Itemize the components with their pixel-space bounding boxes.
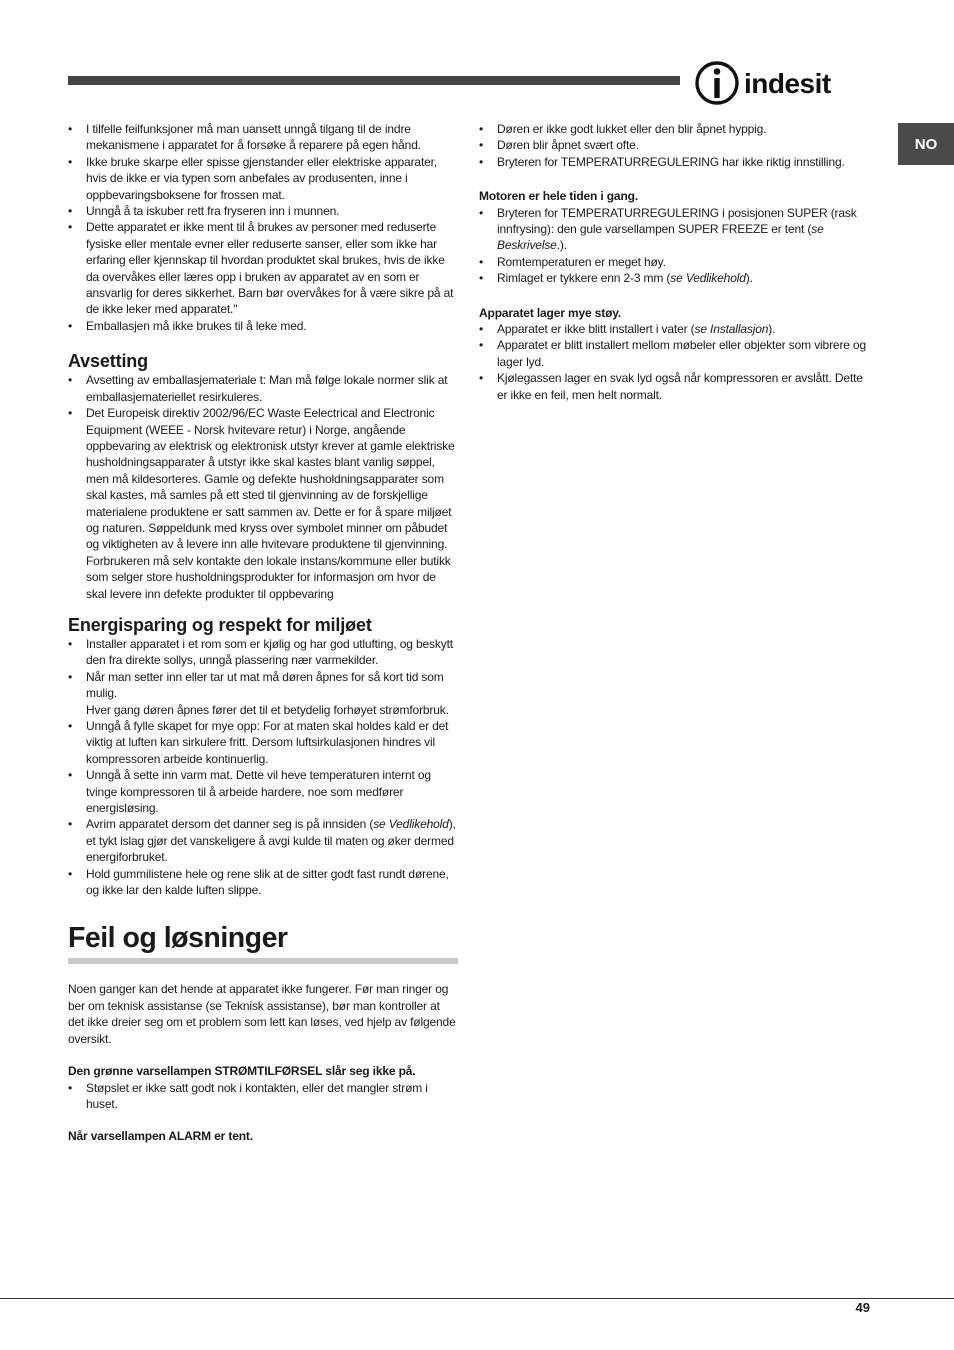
alarm-list: [479, 121, 869, 170]
problem-heading: Apparatet lager mye støy.: [479, 305, 622, 320]
list-item: • Unngå å fylle skapet for mye opp: For at maten skal holdes kald er det viktig at luften kan sirkulere fritt. Dersom luftsirkulasjonen hindres vil kompressoren arbeide kontinuerlig.: [68, 718, 458, 767]
list-item: • Døren blir åpnet svært ofte.: [479, 137, 869, 153]
list-item: [479, 270, 869, 286]
left-column: [68, 121, 458, 1145]
problem-heading: Motoren er hele tiden i gang.: [479, 189, 638, 204]
problem-heading: Når varsellampen ALARM er tent.: [68, 1129, 253, 1144]
list-item: [68, 816, 458, 865]
safety-list: [68, 121, 458, 334]
list-item: • Romtemperaturen er meget høy.: [479, 254, 869, 270]
link-ref: se Beskrivelse: [497, 222, 824, 253]
avsetting-list: [68, 372, 458, 602]
list-item-text: Det Europeisk direktiv 2002/96/EC Waste Eelectrical and Electronic Equipment (WEEE - Norsk hvitevare retur) i Norge, angående oppbevaring av elektrisk og elektronisk utstyr krever at gamle elektriske husholdningsapparater å utstyr ikke skal kastes blant vanlig søppel, men må kildesorteres. Gamle og defekte husholdningsapparater som skal kastes, må samles på ett sted til gjenvinning av de forskjellige materialene produktene er satt sammen av. Dette er for å spare miljøet og naturen. Søppeldunk med kryss over symbolet minner om påbudet og viktigheten av å levere inn alle hvitevare produktene til gjenvinning.: [86, 406, 455, 552]
list-item-extra: Hver gang døren åpnes fører det til et betydelig forhøyet strømforbruk.: [86, 702, 449, 717]
list-item: [479, 321, 869, 337]
footer-rule: [0, 1298, 954, 1299]
list-item-text: Avrim apparatet dersom det danner seg is på innsiden (: [86, 817, 374, 832]
motor-list: [479, 205, 869, 287]
list-item: • Døren er ikke godt lukket eller den blir åpnet hyppig.: [479, 121, 869, 137]
problem-heading: Den grønne varsellampen STRØMTILFØRSEL slår seg ikke på.: [68, 1064, 416, 1079]
section-title: Feil og løsninger: [68, 921, 458, 964]
list-item-text: Når man setter inn eller tar ut mat må døren åpnes for så kort tid som mulig.: [86, 669, 444, 701]
list-item: • Bryteren for TEMPERATURREGULERING har ikke riktig innstilling.: [479, 154, 869, 170]
language-tab: NO: [898, 123, 954, 165]
link-ref: se Vedlikehold: [373, 817, 449, 832]
list-item: [68, 669, 458, 718]
list-item-text: ), et tykt islag gjør det vanskeligere å avgi kulde til maten og øker dermed energiforbruket.: [86, 817, 456, 865]
indesit-logo: [694, 60, 869, 106]
list-item: • Ikke bruke skarpe eller spisse gjenstander eller elektriske apparater, hvis de ikke er via typen som anbefales av produsenten, inne i oppbevaringsboksene for frossen mat.: [68, 154, 458, 203]
energy-list: [68, 636, 458, 899]
right-column: [479, 121, 869, 403]
list-item: • Unngå å sette inn varm mat. Dette vil heve temperaturen internt og tvinge kompressoren til å arbeide hardere, noe som medfører energisløsing.: [68, 767, 458, 816]
list-item: [68, 405, 458, 602]
link-ref: se Installasjon: [694, 322, 769, 337]
list-item: • Støpslet er ikke satt godt nok i kontakten, eller det mangler strøm i huset.: [68, 1080, 458, 1113]
list-item-extra: Forbrukeren må selv kontakte den lokale instans/kommune eller butikk som selger store husholdningsprodukter for informasjon om hvor de skal levere inn defekte produkter til oppbevaring: [86, 553, 451, 601]
energy-heading: Energisparing og respekt for miljøet: [68, 614, 372, 635]
list-item-text: Bryteren for TEMPERATURREGULERING i posisjonen SUPER (rask innfrysing): den gule varsellampen SUPER FREEZE er tent (: [497, 205, 857, 237]
problem-list: [68, 1080, 458, 1113]
list-item: • Hold gummilistene hele og rene slik at de sitter godt fast rundt dørene, og ikke lar den kalde luften slippe.: [68, 866, 458, 899]
list-item: • Installer apparatet i et rom som er kjølig og har god utlufting, og beskytt den fra direkte sollys, unngå plassering nær varmekilder.: [68, 636, 458, 669]
list-item-text: ).: [745, 271, 753, 286]
link-ref: se Vedlikehold: [670, 271, 746, 286]
noise-list: [479, 321, 869, 403]
list-item: • Apparatet er blitt installert mellom møbeler eller objekter som vibrere og lager lyd.: [479, 337, 869, 370]
page-number: 49: [855, 1300, 870, 1315]
list-item: [479, 205, 869, 254]
header-bar: [68, 76, 680, 85]
list-item: • Emballasjen må ikke brukes til å leke med.: [68, 318, 458, 334]
list-item: • I tilfelle feilfunksjoner må man uansett unngå tilgang til de indre mekanismene i apparatet for å forsøke å reparere på egen hånd.: [68, 121, 458, 154]
list-item-text: .).: [556, 238, 567, 253]
list-item: • Dette apparatet er ikke ment til å brukes av personer med reduserte fysiske eller mentale evner eller reduserte sanser, eller som ikke har erfaring eller kjennskap til hvordan produktet skal brukes, hvis de ikke da overvåkes eller læres opp i bruken av apparatet av en som er ansvarlig for deres sikkerhet. Barn bør overvåkes for å være sikre på at de ikke leker med apparatet.": [68, 219, 458, 317]
list-item: • Avsetting av emballasjemateriale t: Man må følge lokale normer slik at emballasjemateriellet resirkuleres.: [68, 372, 458, 405]
svg-text:indesit: indesit: [744, 68, 831, 99]
list-item: • Unngå å ta iskuber rett fra fryseren inn i munnen.: [68, 203, 458, 219]
list-item-text: Rimlaget er tykkere enn 2-3 mm (: [497, 271, 671, 286]
avsetting-heading: Avsetting: [68, 351, 148, 372]
section-intro: Noen ganger kan det hende at apparatet ikke fungerer. Før man ringer og ber om teknisk assistanse (se Teknisk assistanse), bør man kontroller at det ikke dreier seg om et problem som lett kan løses, ved hjelp av følgende oversikt.: [68, 982, 456, 1046]
list-item-text: Apparatet er ikke blitt installert i vater (: [497, 322, 695, 337]
list-item: • Kjølegassen lager en svak lyd også når kompressoren er avslått. Dette er ikke en feil, men helt normalt.: [479, 370, 869, 403]
list-item-text: ).: [768, 322, 776, 337]
